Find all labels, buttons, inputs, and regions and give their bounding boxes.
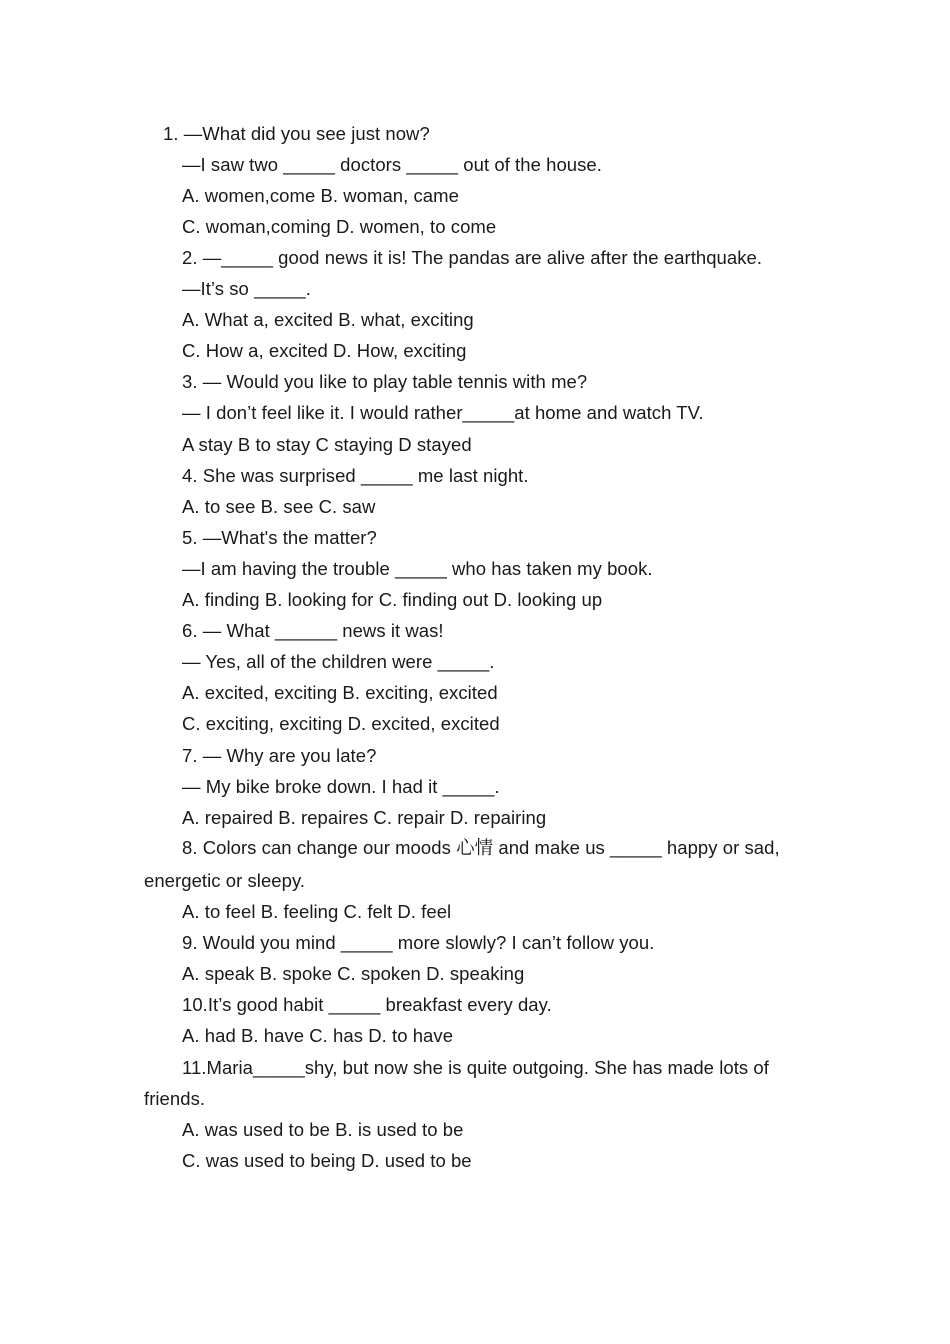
question-5-prompt: 5. —What's the matter? <box>182 527 377 548</box>
question-8-prompt-continued: energetic or sleepy. <box>144 870 306 891</box>
question-8-prompt: 8. Colors can change our moods 心情 and make us _____ happy or sad, <box>182 837 780 858</box>
question-7-reply: — My bike broke down. I had it _____. <box>182 776 500 797</box>
question-3-options: A stay B to stay C staying D stayed <box>182 434 472 455</box>
question-6-options-ab: A. excited, exciting B. exciting, excited <box>182 682 498 703</box>
question-5-reply: —I am having the trouble _____ who has taken my book. <box>182 558 653 579</box>
question-2-prompt: 2. —_____ good news it is! The pandas are alive after the earthquake. <box>182 247 763 268</box>
question-11-prompt: 11.Maria_____shy, but now she is quite outgoing. She has made lots of <box>182 1057 769 1078</box>
question-4-options: A. to see B. see C. saw <box>182 496 376 517</box>
question-11-prompt-continued: friends. <box>144 1088 206 1109</box>
question-10-options: A. had B. have C. has D. to have <box>182 1025 454 1046</box>
question-2-reply: —It’s so _____. <box>182 278 311 299</box>
question-9-options: A. speak B. spoke C. spoken D. speaking <box>182 963 525 984</box>
question-1-options-cd: C. woman,coming D. women, to come <box>182 216 497 237</box>
question-2-options-cd: C. How a, excited D. How, exciting <box>182 340 467 361</box>
question-11-options-cd: C. was used to being D. used to be <box>182 1150 472 1171</box>
question-10-prompt: 10.It’s good habit _____ breakfast every day. <box>182 994 552 1015</box>
question-9-prompt: 9. Would you mind _____ more slowly? I can’t follow you. <box>182 932 655 953</box>
question-7-prompt: 7. — Why are you late? <box>182 745 377 766</box>
question-6-reply: — Yes, all of the children were _____. <box>182 651 495 672</box>
question-2-options-ab: A. What a, excited B. what, exciting <box>182 309 474 330</box>
question-6-prompt: 6. — What ______ news it was! <box>182 620 444 641</box>
question-6-options-cd: C. exciting, exciting D. excited, excited <box>182 713 500 734</box>
question-1-reply: —I saw two _____ doctors _____ out of the house. <box>182 154 602 175</box>
question-3-reply: — I don’t feel like it. I would rather_____at home and watch TV. <box>182 402 704 423</box>
question-4-prompt: 4. She was surprised _____ me last night. <box>182 465 529 486</box>
question-8-options: A. to feel B. feeling C. felt D. feel <box>182 901 452 922</box>
question-5-options: A. finding B. looking for C. finding out D. looking up <box>182 589 603 610</box>
question-3-prompt: 3. — Would you like to play table tennis with me? <box>182 371 588 392</box>
question-1-options-ab: A. women,come B. woman, came <box>182 185 459 206</box>
question-1-prompt: 1. —What did you see just now? <box>163 123 430 144</box>
question-7-options: A. repaired B. repaires C. repair D. repairing <box>182 807 547 828</box>
question-11-options-ab: A. was used to be B. is used to be <box>182 1119 464 1140</box>
